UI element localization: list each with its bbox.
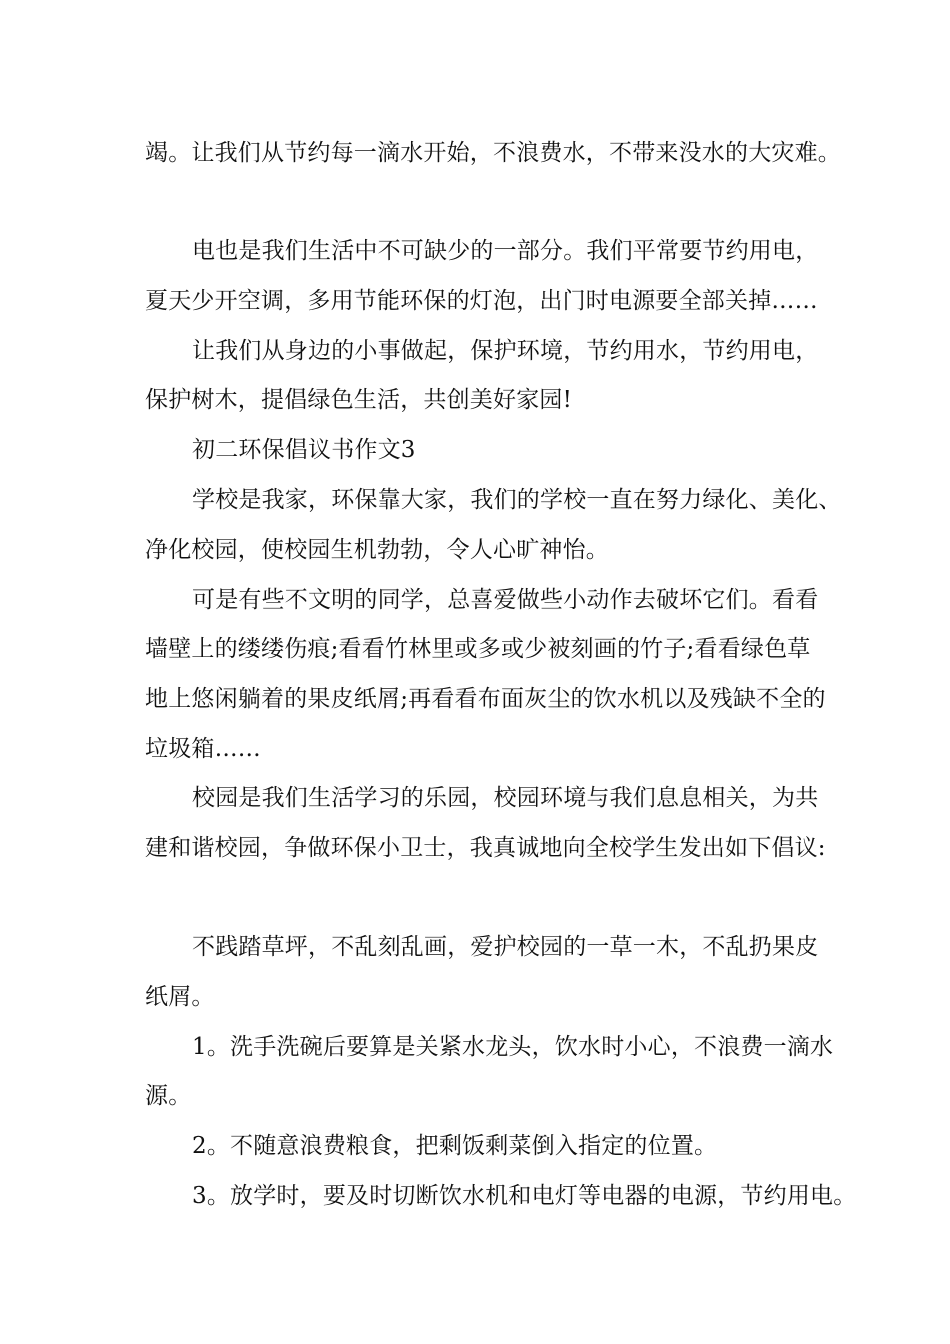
text-line: 夏天少开空调，多用节能环保的灯泡，出门时电源要全部关掉…… [145,288,818,314]
list-item: 2。不随意浪费粮食，把剩饭剩菜倒入指定的位置。 [192,1133,718,1159]
text-line: 竭。让我们从节约每一滴水开始，不浪费水，不带来没水的大灾难。 [145,140,841,166]
list-item: 1。洗手洗碗后要算是关紧水龙头，饮水时小心，不浪费一滴水 [192,1034,834,1060]
text-line: 可是有些不文明的同学，总喜爱做些小动作去破坏它们。看看 [192,587,819,613]
text-line: 净化校园，使校园生机勃勃，令人心旷神怡。 [145,537,609,563]
text-line: 墙壁上的缕缕伤痕;看看竹林里或多或少被刻画的竹子;看看绿色草 [145,636,811,662]
text-line: 学校是我家，环保靠大家，我们的学校一直在努力绿化、美化、 [192,487,842,513]
section-heading: 初二环保倡议书作文3 [192,437,416,463]
list-item: 3。放学时，要及时切断饮水机和电灯等电器的电源，节约用电。 [192,1183,857,1209]
text-line: 不践踏草坪，不乱刻乱画，爱护校园的一草一木，不乱扔果皮 [192,934,819,960]
text-line: 校园是我们生活学习的乐园，校园环境与我们息息相关，为共 [192,785,819,811]
text-line: 纸屑。 [145,984,215,1010]
text-line: 让我们从身边的小事做起，保护环境，节约用水，节约用电， [192,338,819,364]
text-line: 建和谐校园，争做环保小卫士，我真诚地向全校学生发出如下倡议: [145,835,826,861]
text-line: 保护树木，提倡绿色生活，共创美好家园! [145,387,573,413]
text-line: 电也是我们生活中不可缺少的一部分。我们平常要节约用电， [192,238,819,264]
text-line: 地上悠闲躺着的果皮纸屑;再看看布面灰尘的饮水机以及残缺不全的 [145,686,826,712]
text-line: 源。 [145,1083,192,1109]
text-line: 垃圾箱…… [145,736,261,762]
